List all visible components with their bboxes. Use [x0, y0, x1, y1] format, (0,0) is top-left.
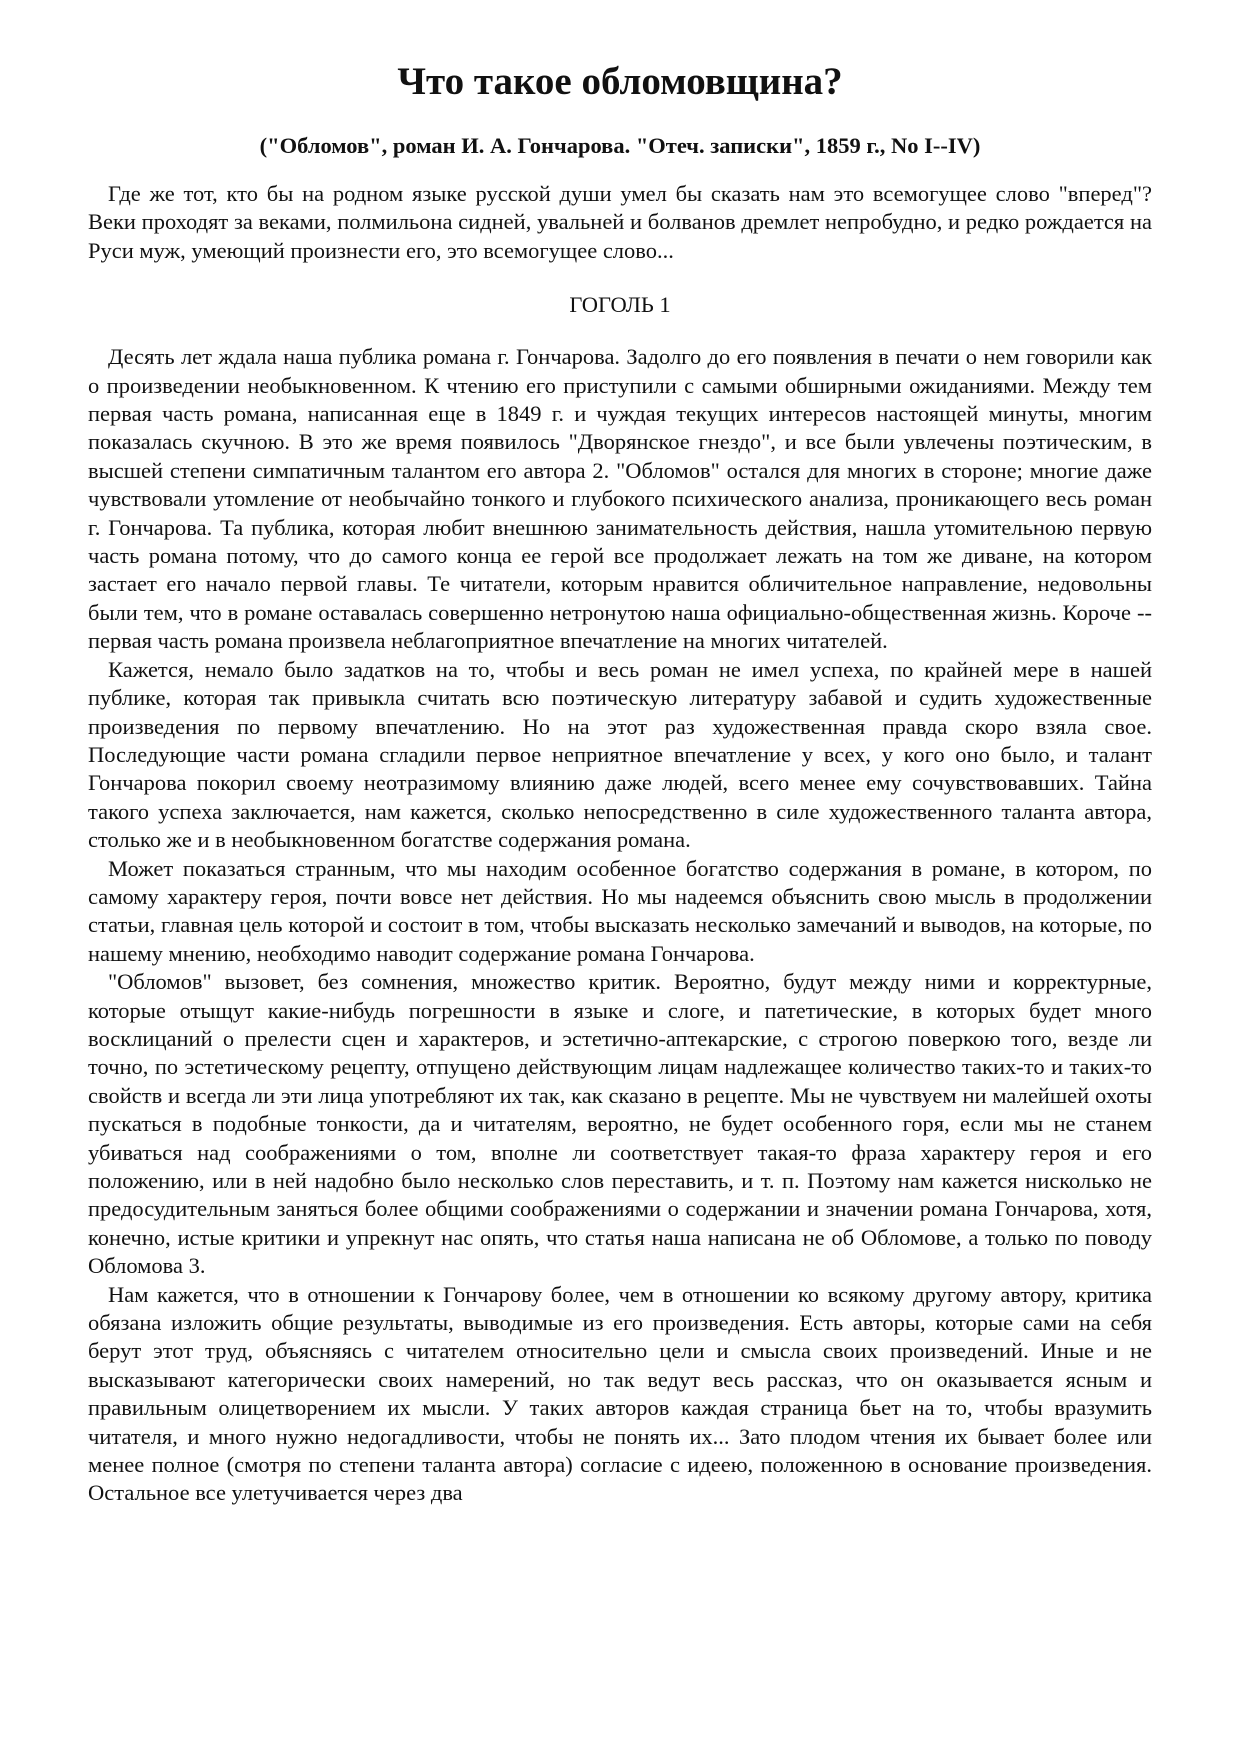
paragraph: Десять лет ждала наша публика романа г. Гончарова. Задолго до его появления в печати о нем говорили как о произведении необыкновенном. К чтению его приступили с самыми обширными ожиданиями. Между тем первая часть романа, написанная еще в 1849 г. и чуждая текущих интересов настоящей минуты, многим показалась скучною. В это же время появилось "Дворянское гнездо", и все были увлечены поэтическим, в высшей степени симпатичным талантом его автора 2. "Обломов" остался для многих в стороне; многие даже чувствовали утомление от необычайно тонкого и глубокого психического анализа, проникающего весь роман г. Гончарова. Та публика, которая любит внешнюю занимательность действия, нашла утомительною первую часть романа потому, что до самого конца ее герой все продолжает лежать на том же диване, на котором застает его начало первой главы. Те читатели, которым нравится обличительное направление, недовольны были тем, что в романе оставалась совершенно нетронутою наша официально-общественная жизнь. Короче -- первая часть романа произвела неблагоприятное впечатление на многих читателей. — [88, 344, 1152, 654]
paragraph: Нам кажется, что в отношении к Гончарову более, чем в отношении ко всякому другому автору, критика обязана изложить общие результаты, выводимые из его произведения. Есть авторы, которые сами на себя берут этот труд, объясняясь с читателем относительно цели и смысла своих произведений. Иные и не высказывают категорически своих намерений, но так ведут весь рассказ, что он оказывается ясным и правильным олицетворением их мысли. У таких авторов каждая страница бьет на то, чтобы вразумить читателя, и много нужно недогадливости, чтобы не понять их... Зато плодом чтения их бывает более или менее полное (смотря по степени таланта автора) согласие с идеею, положенною в основание произведения. Остальное все улетучивается через два — [88, 1281, 1152, 1506]
paragraph: Может показаться странным, что мы находим особенное богатство содержания в романе, в котором, по самому характеру героя, почти вовсе нет действия. Но мы надеемся объяснить свою мысль в продолжении статьи, главная цель которой и состоит в том, чтобы высказать несколько замечаний и выводов, на которые, по нашему мнению, необходимо наводит содержание романа Гончарова. — [88, 855, 1152, 966]
paragraph: Кажется, немало было задатков на то, чтобы и весь роман не имел успеха, по крайней мере в нашей публике, которая так привыкла считать всю поэтическую литературу забавой и судить художественные произведения по первому впечатлению. Но на этот раз художественная правда скоро взяла свое. Последующие части романа сгладили первое неприятное впечатление у всех, у кого оно было, и талант Гончарова покорил своему неотразимому влиянию даже людей, всего менее ему сочувствовавших. Тайна такого успеха заключается, нам кажется, сколько непосредственно в силе художественного таланта автора, столько же и в необыкновенном богатстве содержания романа. — [88, 656, 1152, 853]
subtitle: ("Обломов", роман И. А. Гончарова. "Отеч. записки", 1859 г., No I--IV) — [259, 133, 981, 158]
page-title: Что такое обломовщина? — [397, 60, 843, 103]
epigraph: Где же тот, кто бы на родном языке русской души умел бы сказать нам это всемогущее слово "вперед"? Веки проходят за веками, полмильона сидней, увальней и болванов дремлет непробудно, и редко рождается на Руси муж, умеющий произнести его, это всемогущее слово... — [88, 181, 1152, 263]
paragraph: "Обломов" вызовет, без сомнения, множество критик. Вероятно, будут между ними и корректурные, которые отыщут какие-нибудь погрешности в языке и слоге, и патетические, в которых будет много восклицаний о прелести сцен и характеров, и эстетично-аптекарские, с строгою поверкою того, везде ли точно, по эстетическому рецепту, отпущено действующим лицам надлежащее количество таких-то и таких-то свойств и всегда ли эти лица употребляют их так, как сказано в рецепте. Мы не чувствуем ни малейшей охоты пускаться в подобные тонкости, да и читателям, вероятно, не будет особенного горя, если мы не станем убиваться над соображениями о том, вполне ли соответствует такая-то фраза характеру героя и его положению, или в ней надобно было несколько слов переставить, и т. п. Поэтому нам кажется нисколько не предосудительным заняться более общими соображениями о содержании и значении романа Гончарова, хотя, конечно, истые критики и упрекнут нас опять, что статья наша написана не об Обломове, а только по поводу Обломова 3. — [88, 969, 1152, 1279]
epigraph-author: ГОГОЛЬ 1 — [569, 292, 671, 318]
